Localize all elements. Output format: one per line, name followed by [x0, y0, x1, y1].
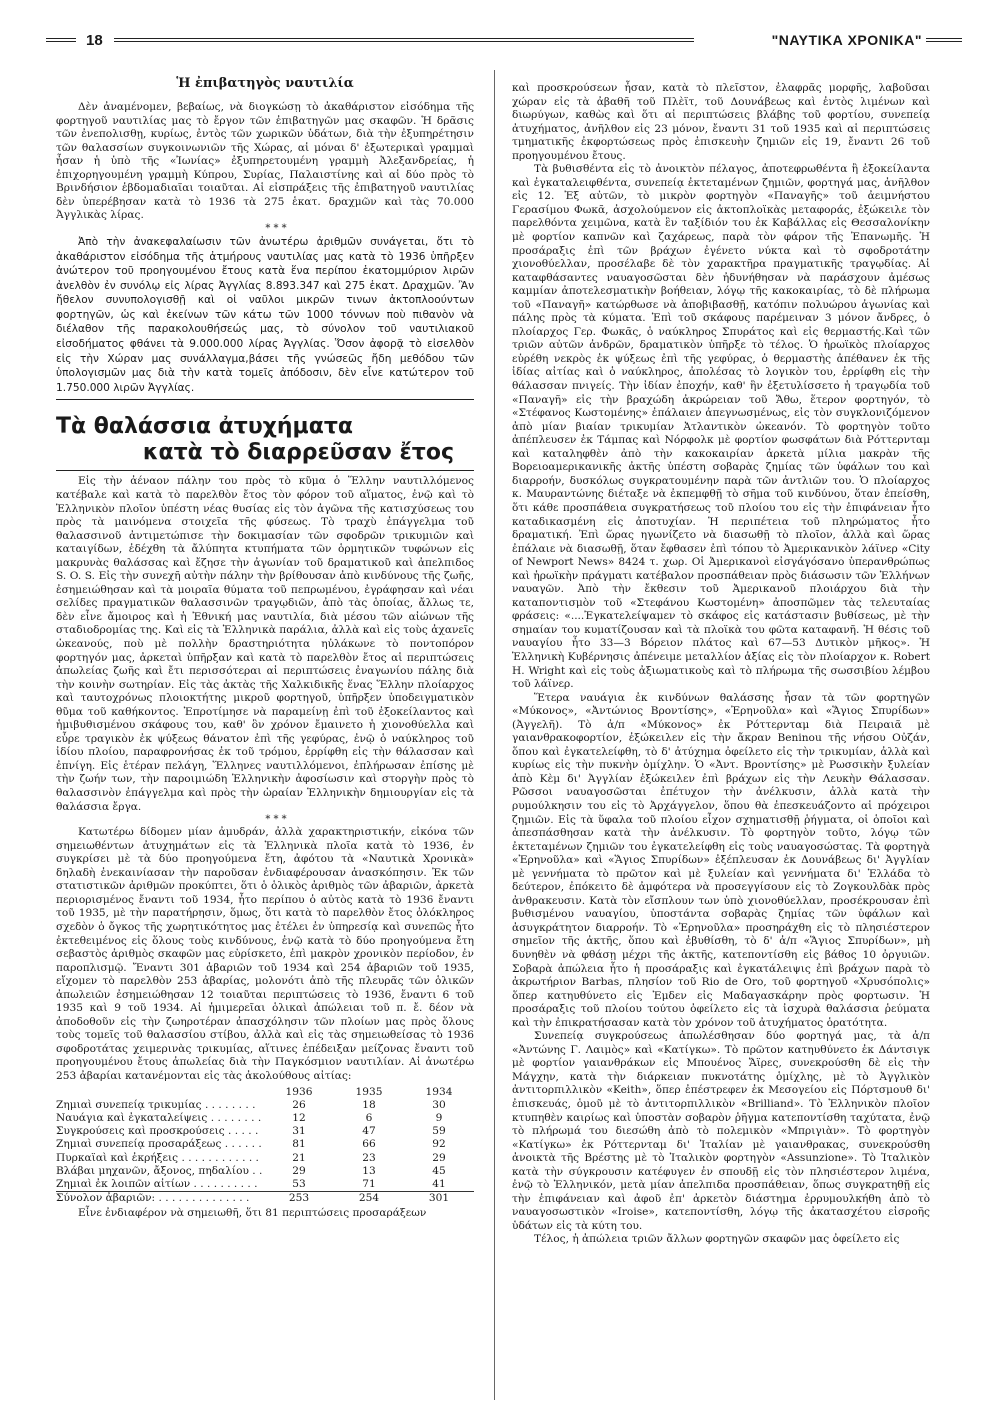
cell-1934: 59 — [432, 1125, 446, 1138]
table-header-row — [56, 1086, 474, 1099]
header-rule-right — [926, 38, 962, 42]
publication-title: "ΝΑΥΤΙΚΑ ΧΡΟΝΙΚΑ" — [771, 32, 922, 48]
total-1935: 254 — [334, 1192, 404, 1206]
cell-1936: 53 — [292, 1177, 306, 1190]
row-label: Ζημιαὶ συνεπείᾳ τρικυμίας . . . . . . . . — [56, 1098, 256, 1111]
right-column — [512, 82, 930, 1247]
cell-1934: 29 — [432, 1151, 446, 1164]
cell-1936: 12 — [292, 1111, 306, 1124]
page-header — [46, 32, 962, 52]
continuation-paragraph: καὶ προσκρούσεων ἦσαν, κατὰ τὸ πλεῖστον, ἐλαφρᾶς μορφῆς, λαβοῦσαι χώραν εἰς τὰ ἀβαθῆ τοῦ Πλὲϊτ, τοῦ Δουνάβεως καὶ ἐντὸς λιμένων καὶ διωρύγων, καθὼς καὶ ὅτι αἱ περιπτώσεις βλάβης τοῦ φορτίου, συνεπείᾳ ἀτυχήματος, ἀνῆλθον εἰς 23 μόνον, ἔναντι 31 τοῦ 1935 καὶ αἱ περιπτώσεις τμηματικῆς ἐκφορτώσεως πρὸς ἐπισκευὴν ζημιῶν εἰς 19, ἔναντι 26 τοῦ προηγουμένου ἔτους. — [512, 82, 930, 162]
header-rule-left — [46, 38, 76, 42]
cell-1936: 31 — [292, 1125, 306, 1138]
cell-1934: 30 — [432, 1098, 446, 1111]
year-header: 1934 — [425, 1085, 453, 1098]
table-row — [56, 1125, 474, 1138]
page-number: 18 — [86, 32, 103, 49]
year-header: 1936 — [285, 1085, 313, 1098]
other-wrecks-paragraph: Ἕτερα ναυάγια ἐκ κινδύνων θαλάσσης ἦσαν τὰ τῶν φορτηγῶν «Μύκονος», «Ἀντώνιος Βροντίσης», «Ἐρηνοῦλα» καὶ «Ἅγιος Σπυρίδων» (Ἀγγελῆ). Τὸ ἀ/π «Μύκονος» ἐκ Ρόττερνταμ διὰ Πειραιᾶ μὲ γαιανθρακοφορτίον, ἐξώκειλεν εἰς τὴν ἄκραν Beninou τῆς νήσου Οὐζάν, ὅπου καὶ ἐγκατελείφθη, τὸ δ' ἀτύχημα ὀφείλετο εἰς τὴν τρικυμίαν, ἀλλὰ καὶ κυρίως εἰς τὴν πυκνὴν ὁμίχλην. Ὁ «Ἀντ. Βροντίσης» μὲ Ρωσσικὴν ξυλείαν ἀπὸ Κὲμ δι' Ἀγγλίαν ἐξώκειλεν ἐπὶ βράχων εἰς τὴν Λευκὴν Θάλασσαν. Ρῶσσοι ναυαγοσῶσται ἐπέτυχον τὴν ἀνέλκυσιν, ἀλλὰ κατὰ τὴν ρυμούλκησιν του εἰς τὸ Ἀρχάγγελον, ὅπου θὰ ἐπεσκευάζοντο αἱ πρόχειροι ζημιῶν. Εἰς τὰ ὕφαλα τοῦ πλοίου εἶχον σχηματισθῇ ῥήγματα, οἱ ὁποῖοι καὶ ἀπεσπάσθησαν κατὰ τὴν ἀνέλκυσιν. Τὸ φορτηγὸν τοῦτο, λόγῳ τῶν ἐκτεταμένων ζημιῶν του ἐγκατελείφθη εἰς τοὺς ναυαγοσώστας. Τὰ φορτηγὰ «Ἐρηνοῦλα» καὶ «Ἅγιος Σπυρίδων» ἐξέπλευσαν ἐκ Δουνάβεως δι' Ἀγγλίαν μὲ γεννήματα τὸ πρῶτον καὶ μὲ ξυλείαν καὶ γεννήματα δι' Ἑλλάδα τὸ δεύτερον, ἐπόκειτο δὲ ἀμφότερα νὰ προσεγγίσουν εἰς τὸ Ζογκουλδὰκ πρὸς ἀνθρακευσιν. Κατὰ τὸν εἴσπλουν των ὑπὸ χιονοθύελλαν, προσέκρουσαν ἐπὶ βυθισμένου ναυαγίου, ὑποστάντα σοβαρὰς ζημίας τῶν ὑφάλων καὶ ἀσυγκράτητον διαρροήν. Τὸ «Ἐρηνοῦλα» προσηράχθη εἰς τὸ πλησιέστερον σημεῖον τῆς ἀκτῆς, ὅπου καὶ ἐβυθίσθη, τὸ δ' ἀ/π «Ἅγιος Σπυρίδων», μὴ δυνηθὲν νὰ φθάσῃ μέχρι τῆς ἀκτῆς, κατεποντίσθη εἰς βάθος 10 ὀργυιῶν. Σοβαρὰ ἀπώλεια ἦτο ἡ προσάραξις καὶ ἐγκατάλειψις ἐπὶ βράχων παρὰ τὸ ἀκρωτήριον Barbas, πλησίον τοῦ Rio de Oro, τοῦ φορτηγοῦ «Χρυσόπολις» ὅπερ κατηυθύνετο εἰς Ἐμδεν εἰς Μαδαγασκάρην πρὸς φορτωσιν. Ἡ προσάραξις τοῦ πλοίου τούτου ὀφείλετο εἰς τὰ ἰσχυρὰ θαλάσσια ῥεύματα καὶ τὴν ἐπικρατήσασαν κατὰ τὸν χρόνον τοῦ ἀτυχήματος ὁρατότητα. — [512, 691, 930, 1029]
cell-1935: 71 — [362, 1177, 376, 1190]
cell-1936: 21 — [292, 1151, 306, 1164]
table-row — [56, 1112, 474, 1125]
total-1934: 301 — [404, 1192, 474, 1206]
section-title-maritime-accidents — [56, 414, 474, 466]
cell-1934: 41 — [432, 1177, 446, 1190]
passenger-shipping-paragraph: Δὲν ἀναμένομεν, βεβαίως, νὰ διογκώσῃ τὸ ἀκαθάριστον εἰσόδημα τῆς φορτηγοῦ ναυτιλίας μας τὸ ἔργον τῶν ἐπιβατηγῶν μας σκαφῶν. Ἡ δρᾶσις τῶν ἐνεπολισθῃ, κυρίως, ἐντὸς τῶν χωρικῶν ὑδάτων, διὰ τὴν ἐξυπηρέτησιν τῶν θαλασσίων συγκοινωνιῶν τῆς Χώρας, αἱ μόναι δ' ἐξωτερικαὶ γραμμαὶ ἦσαν ἡ ὑπὸ τῆς «Ἰωνίας» ἐξυπηρετουμένη γραμμὴ Ἀλεξανδρείας, ἡ ἐπιχορηγουμένη γραμμὴ Κύπρου, Συρίας, Παλαιστίνης καὶ αἱ δύο πρὸς τὸ Βρινδήσιον ἑβδομαδιαῖαι τοιαῦται. Αἱ εἰσπράξεις τῆς ἐπιβατηγοῦ ναυτιλίας δὲν ὑπερέβησαν κατὰ τὸ 1936 τὰ 275 ἑκατ. δραχμῶν καὶ τὰς 70.000 Ἀγγλικὰς λίρας. — [56, 101, 474, 222]
table-row — [56, 1152, 474, 1165]
section-divider — [56, 470, 474, 471]
cell-1935: 23 — [362, 1151, 376, 1164]
cell-1935: 18 — [362, 1098, 376, 1111]
cell-1935: 66 — [362, 1138, 376, 1151]
cell-1935: 6 — [365, 1111, 373, 1124]
table-row — [56, 1165, 474, 1178]
column-divider — [494, 70, 495, 1400]
collisions-paragraph: Συνεπείᾳ συγκρούσεως ἀπωλέσθησαν δύο φορτηγά μας, τὰ ἀ/π «Ἀντώνης Γ. Λαιμὸς» καὶ «Κατίγκω». Τὸ πρῶτον κατηυθύνετο ἐκ Δάντσιγκ μὲ φορτίον γαιανθράκων εἰς Μπουένος Ἄϊρες, συνεκρούσθη δὲ εἰς τὴν Μάγχην, κατὰ τὴν διάρκειαν πυκνοτάτης ὁμίχλης, μὲ τὸ Ἀγγλικὸν ἀντιτορπιλλικὸν «Keith», ὅπερ ἐπέστρεφεν ἐκ Μεσογείου εἰς Πόρτσμουθ δι' ἐπισκευάς, ὁμοῦ μὲ τὸ ἀντιτορπιλλικὸν «Brilliand». Τὸ Ἑλληνικὸν πλοῖον κτυπηθὲν καιρίως καὶ ὑποστὰν σοβαρὸν ῥῆγμα κατεποντίσθη ταχύτατα, ἐνῷ τὸ πλήρωμά του διεσώθη ἀπὸ τὸ πολεμικὸν «Μπριγιὰν». Τὸ φορτηγὸν «Κατίγκω» ἐκ Ρόττερνταμ δι' Ἰταλίαν μὲ γαιανθρακας, συνεκρούσθη ἀνοικτὰ τῆς Βρέστης μὲ τὸ Ἰταλικὸν φορτηγὸν «Assunzione». Τὸ Ἰταλικὸν κατὰ τὴν σύγκρουσιν κατέφυγεν ἐν σπουδῇ εἰς τὸν πλησιέστερον λιμένα, ἐνῷ τὸ Ἑλληνικόν, μετὰ μίαν ἀπελπιδα προσπάθειαν, ὅπως συγκρατηθῇ εἰς τὴν ἐπιφάνειαν καὶ ἀφοῦ ἐπ' ἀρκετὸν διάστημα ἐρρυμουλκήθη ἀπὸ τὸ ναυαγοσωστικὸν «Iroise», κατεποντίσθη, λόγῳ τῆς ἀκατασχέτου εἰσροῆς ὑδάτων εἰς τὰ κύτη του. — [512, 1030, 930, 1232]
cell-1936: 26 — [292, 1098, 306, 1111]
cell-1934: 45 — [432, 1164, 446, 1177]
cell-1936: 81 — [292, 1138, 306, 1151]
row-label: Συγκρούσεις καὶ προσκρούσεις . . . . . — [56, 1125, 259, 1138]
section-title-passenger-shipping: Ἡ ἐπιβατηγὸς ναυτιλία — [176, 76, 354, 91]
section-separator: * * * — [265, 814, 287, 826]
section-separator: * * * — [265, 222, 287, 234]
table-row — [56, 1138, 474, 1151]
accidents-intro-paragraph: Εἰς τὴν ἀέναον πάλην του πρὸς τὸ κῦμα ὁ Ἕλλην ναυτιλλόμενος κατέβαλε καὶ κατὰ τὸ παρελθὸν ἔτος τὸν φόρον τοῦ αἵματος, ἐνῷ καὶ τὸ Ἑλληνικὸν πλοῖον ὑπέστη νέας θυσίας εἰς τὸν ἀγῶνα τῆς κατισχύσεως του πρὸς τὰ μαινόμενα στοιχεῖα τῆς φύσεως. Τὸ τραχὺ ἐπάγγελμα τοῦ θαλασσινοῦ ἀντιμετώπισε τὴν δοκιμασίαν τῶν σφοδρῶν τρικυμιῶν καὶ καταιγίδων, ἐδέχθη τὰ ἄλύπητα κτυπήματα τῶν ὁρμητικῶν τυφώνων εἰς μακρυνὰς θαλάσσας καὶ ἔζησε τὴν ἀγωνίαν τοῦ δραματικοῦ καὶ ἀπελπιδος S. O. S. Εἰς τὴν συνεχῆ αὐτὴν πάλην τὴν βρίθουσαν ἀπὸ κινδύνους τῆς ζωῆς, ἐσημειώθησαν καὶ τὰ μοιραῖα θύματα τοῦ πεπρωμένου, ἐγράφησαν καὶ νέαι σελίδες πραγματικῶν θαλασσινῶν τραγῳδιῶν, ἀπὸ τὰς ὁποίας, ἄλλως τε, δὲν εἶνε ἄμοιρος καὶ ἡ Ἐθνική μας ναυτιλία, διὰ μέσου τῶν αἰώνων τῆς σταδιοδρομίας της. Καὶ εἰς τὰ Ἑλληνικὰ παράλια, ἀλλὰ καὶ εἰς τοὺς ἀχανεῖς ὠκεανούς, ποὺ μὲ πολλὴν δραστηριότητα ηὐλάκωνε τὸ ποντοπόρον φορτηγόν μας, ἀρκεταὶ ὑπῆρξαν καὶ κατὰ τὸ παρελθὸν ἔτος αἱ περιπτώσεις ἀπωλείας ζωῆς καὶ ἔτι περισσότεραι αἱ περιπτώσεις ἐναγωνίου πάλης διὰ τὴν κοινὴν σωτηρίαν. Εἰς τὰς ἀκτὰς τῆς Χαλκιδικῆς ἕνας Ἕλλην πλοίαρχος καὶ ταυτοχρόνως πλοιοκτήτης μικροῦ φορτηγοῦ, ὑπῆρξεν ὑποδειγματικὸν θῦμα τοῦ καθήκοντος. Ἐπροτίμησε νὰ παραμείνῃ ἐπὶ τοῦ ἐξοκείλαντος καὶ ἡμιβυθισμένου σκάφους του, καθ' ὃν χρόνον ἔμαινετο ἡ χιονοθύελλα καὶ εὗρε τραγικὸν ἐκ ψύξεως θάνατον ἐπὶ τῆς γεφύρας, ἐνῷ ὁ ναύκληρος τοῦ ἰδίου πλοίου, παραφρονήσας ἐκ τοῦ τρόμου, ἐρρίφθη εἰς τὴν θάλασσαν καὶ ἐπνίγη. Εἰς ἑτέραν πελάγη, Ἕλληνες ναυτιλλόμενοι, ἐπλήρωσαν ἐπίσης μὲ τὴν ζωήν των, τὴν παροιμιώδη Ἑλληνικὴν ἀφοσίωσιν καὶ στοργὴν πρὸς τὸ θαλασσινὸν ἐπάγγελμα καὶ πρὸς τὴν ὡραίαν Ἑλληνικὴν δημιουργίαν εἰς τὰ θαλάσσια ἔργα. — [56, 475, 474, 813]
title-line-1: Τὰ θαλάσσια ἀτυχήματα — [56, 414, 353, 440]
row-label: Βλάβαι μηχανῶν, ἄξονος, πηδαλίου . . — [56, 1164, 263, 1177]
accidents-statistics-paragraph: Κατωτέρω δίδομεν μίαν ἀμυδράν, ἀλλὰ χαρακτηριστικήν, εἰκόνα τῶν σημειωθέντων ἀτυχημάτων εἰς τὰ Ἑλληνικὰ πλοῖα κατὰ τὸ 1936, ἐν συγκρίσει μὲ τὰ δύο προηγούμενα ἔτη, ἀφότου τὰ «Ναυτικὰ Χρονικὰ» δηλαδὴ ἐνεκαινίασαν τὴν παροῦσαν ἐνδιαφέρουσαν ἀνασκόπησιν. Ἐκ τῶν στατιστικῶν ἀριθμῶν προκύπτει, ὅτι ὁ ὁλικὸς ἀριθμὸς τῶν ἀβαριῶν, ἀρκετὰ περιορισμένος ἔναντι τοῦ 1934, ἦτο περίπου ὁ αὐτὸς κατὰ τὸ 1936 ἔναντι τοῦ 1935, μὲ τὴν παρατήρησιν, ὅμως, ὅτι κατὰ τὸ παρελθὸν ἔτος ὁλόκληρος σχεδὸν ὁ ὄγκος τῆς χωρητικότητος μας ἐτέλει ἐν ὑπηρεσίᾳ καὶ συνεπῶς ἦτο ἐκτεθειμένος εἰς ὅλους τοὺς κινδύνους, ἐνῷ κατὰ τὸ δύο προηγούμενα ἔτη σεβαστὸς ἀριθμὸς σκαφῶν μας εὑρίσκετο, ἐπὶ μακρὸν χρονικὸν περίοδον, ἐν παροπλισμῷ. Ἔναντι 301 ἀβαριῶν τοῦ 1934 καὶ 254 ἀβαριῶν τοῦ 1935, εἴχομεν τὸ παρελθὸν 253 ἀβαρίας, μολονότι ἀπὸ τῆς πλευρᾶς τῶν ὁλικῶν ἀπωλειῶν ἐσημειώθησαν 12 τοιαῦται περιπτώσεις τὸ 1936, ἔναντι 6 τοῦ 1935 καὶ 9 τοῦ 1934. Αἱ ἡμιμερεῖαι ὁλικαὶ ἀπώλειαι τοῦ π. ἔ. δέον νὰ ἀποδοθοῦν εἰς τὴν ζωηροτέραν ἀπασχόλησιν τῶν πλοίων μας πρὸς ὅλους τοὺς τομεῖς τοῦ θαλασσίου στίβου, ἀλλὰ καὶ εἰς τὰς σημειωθείσας τὸ 1936 σφοδροτάτας χειμερινὰς τρικυμίας, αἵτινες ἐπέδειξαν μείζονας ἔναντι τοῦ προηγουμένου ἔτους ἀπωλείας διὰ τὴν Παγκόσμιον ναυτιλίαν. Αἱ ἀνωτέρω 253 ἀβαρίαι κατανέμονται εἰς τὰς ἀκολούθους αἰτίας: — [56, 826, 474, 1082]
total-label: Σύνολον ἀβαριῶν: . . . . . . . . . . . . . . — [56, 1192, 264, 1206]
closing-paragraph-left: Εἶνε ἐνδιαφέρον νὰ σημειωθῆ, ὅτι 81 περιπτώσεις προσαράξεων — [78, 1207, 427, 1220]
header-rule-middle — [114, 38, 694, 42]
table-row — [56, 1178, 474, 1192]
total-1936: 253 — [264, 1192, 334, 1206]
cell-1934: 92 — [432, 1138, 446, 1151]
accidents-table — [56, 1086, 474, 1206]
final-paragraph: Τέλος, ἡ ἀπώλεια τριῶν ἄλλων φορτηγῶν σκαφῶν μας ὀφείλετο εἰς — [534, 1233, 900, 1246]
year-header: 1935 — [355, 1085, 383, 1098]
table-total-row — [56, 1192, 474, 1206]
cell-1935: 47 — [362, 1125, 376, 1138]
cell-1936: 29 — [292, 1164, 306, 1177]
row-label: Πυρκαϊαὶ καὶ ἐκρήξεις . . . . . . . . . . . . — [56, 1151, 259, 1164]
row-label: Ζημιαὶ συνεπείᾳ προσαράξεως . . . . . . — [56, 1138, 262, 1151]
income-summary-paragraph: Ἀπὸ τὴν ἀνακεφαλαίωσιν τῶν ἀνωτέρω ἀριθμῶν συνάγεται, ὅτι τὸ ἀκαθάριστον εἰσόδημα τῆς ἀτμήρους ναυτιλίας μας κατὰ τὸ 1936 ὑπῆρξεν ἀνώτερον τοῦ προηγουμένου ἔτους κατὰ ἕνα περίπου ἑκατομμύριον λιρῶν ἀνελθὸν ἐν συνόλῳ εἰς λίρας Ἀγγλίας 8.893.347 καὶ 275 ἑκατ. Δραχμῶν. Ἂν ἤθελον συνυπολογισθῇ καὶ οἱ ναῦλοι μικρῶν τινων ἀκτοπλοούντων φορτηγῶν, ὡς καὶ ἐκείνων τῶν κάτω τῶν 1000 τόννων ποὺ πιθανὸν νὰ διέλαθον τῆς παρακολουθήσεώς μας, τὸ σύνολον τοῦ ναυτιλιακοῦ εἰσοδήματος φθάνει τὰ 9.000.000 λίρας Ἀγγλίας. Ὅσον ἀφορᾷ τὸ εἰσελθὸν εἰς τὴν Χώραν μας συνάλλαγμα,βάσει τῆς γνώσεῶς ἤδη μεθόδου τῶν ὑπολογισμῶν μας διὰ τὴν κατὰ τομεῖς ἀπόδοσιν, δὲν εἶνε κατώτερον τοῦ 1.750.000 λιρῶν Ἀγγλίας. — [56, 235, 474, 394]
row-label: Ζημιαὶ ἐκ λοιπῶν αἰτίων . . . . . . . . . . — [56, 1177, 258, 1190]
left-column — [56, 70, 474, 1221]
section-divider — [56, 399, 474, 400]
sunk-ships-paragraph: Τὰ βυθισθέντα εἰς τὸ ἀνοικτὸν πέλαγος, ἀποτεφρωθέντα ἢ ἐξοκείλαντα καὶ ἐγκαταλειφθέντα, συνεπείᾳ ἐκτεταμένων ζημιῶν, φορτηγά μας, ἀνῆλθον εἰς 12. Ἐξ αὐτῶν, τὸ μικρὸν φορτηγὸν «Παναγῆς» τοῦ ἀειμνήστου Γερασίμου Φωκᾶ, ἀσχολούμενον εἰς ἀκτοπλοϊκὰς μεταφοράς, ἐξώκειλε τὸν παρελθόντα χειμῶνα, κατὰ ἓν ταξίδιόν του ἐκ Καβάλλας εἰς Θεσσαλονίκην μὲ φορτίον καπνῶν καὶ ζαχάρεως, παρὰ τὸν φάρον τῆς Ἐπανωμῆς. Ἡ προσάραξις ἐπὶ τῶν βράχων ἐγένετο νύκτα καὶ τὸ σφοδροτάτην χιονοθύελλαν, προσέλαβε δὲ τὸν χαρακτῆρα πραγματικῆς τραγῳδίας. Αἱ καταφθάσαντες ναυαγοσῶσται δὲν ἠδυνήθησαν νὰ παράσχουν ἀμέσως καμμίαν ἀποτελεσματικὴν βοήθειαν, λόγῳ τῆς κακοκαιρίας, τὸ δὲ πλήρωμα τοῦ «Παναγῆ» κατώρθωσε νὰ ἀποβιβασθῇ, κατόπιν πολυώρου ἀγωνίας καὶ πάλης πρὸς τὰ κύματα. Ἐπὶ τοῦ σκάφους παρέμειναν 3 μόνον ἄνδρες, ὁ πλοίαρχος Γερ. Φωκᾶς, ὁ ναύκληρος Σπυράτος καὶ εἰς θερμαστής.Καὶ τῶν τριῶν αὐτῶν ἀνδρῶν, δραματικὸν ὑπῆρξε τὸ τέλος. Ὁ ἡρωϊκὸς πλοίαρχος εὑρέθη νεκρὸς ἐκ ψύξεως ἐπὶ τῆς γεφύρας, ὁ θερμαστὴς ἀπέθανεν ἐκ τῆς ἰδίας αἰτίας καὶ ὁ ναύκληρος, ἀπολέσας τὸ λογικὸν του, ἐρρίφθη εἰς τὴν θάλασσαν πνιγείς. Τὴν ἰδίαν ἐποχήν, καθ' ἣν ἐξετυλίσσετο ἡ τραγῳδία τοῦ «Παναγῆ» εἰς τὴν βραχώδη ἀκρώρειαν τοῦ Ἄθω, ἕτερον φορτηγόν, τὸ «Στέφανος Κωστομένης» ἐπάλαιεν ἀπεγνωσμένως, εἰς τὸν συγκλονιζόμενον ἀπὸ μίαν βιαίαν τρικυμίαν Ἀτλαντικὸν ὠκεανόν. Τὸ φορτηγὸν τοῦτο ἀπέπλευσεν ἐκ Τάμπας καὶ Νόρφολκ μὲ φορτίον φωσφάτων διὰ Ρόττερνταμ καὶ καταληφθὲν ἀπὸ τὴν κακοκαιρίαν ἀρκετὰ μίλια μακρὰν τῆς Βορειοαμερικανικῆς ἀκτῆς ὑπέστη σοβαρὰς ζημίας τῶν ὑφάλων του καὶ διαρροήν, δυσκόλως συγκρατουμένην παρὰ τῶν ἀντλιῶν του. Ὁ πλοίαρχος κ. Μαυραντώνης διέταξε νὰ ἐκπεμφθῇ τὸ σῆμα τοῦ κινδύνου, ὅταν ἐπείσθη, ὅτι κάθε προσπάθεια συγκρατήσεως τοῦ πλοίου του εἰς τὴν ἐπιφάνειαν ἦτο καταδικασμένη εἰς ἀποτυχίαν. Ἡ περιπέτεια τοῦ πληρώματος ἦτο δραματική. Ἐπὶ ὥρας ηγωνίζετο νὰ διασωθῇ τὸ πλοῖον, ἀλλὰ καὶ ὥρας ἐπάλαιε νὰ διασωθῇ, ὅταν ἔφθασεν ἐπὶ τόπου τὸ Ἀμερικανικὸν λάϊνερ «City of Newport News» 8424 τ. χωρ. Οἱ Ἀμερικανοὶ εἰσγάγόσανο ὑπερανθρώπως καὶ ἡρωϊκὴν πράγματι κατέβαλον προσπάθειαν πρὸς διάσωσιν τῶν Ἑλλήνων ναυαγῶν. Ἀπὸ τὴν ἔκθεσιν τοῦ Ἀμερικανοῦ πλοιάρχου διὰ τὴν καταποντισμὸν τοῦ «Στεφάνου Κωστομένη» ἀποσπῶμεν τὰς τελευταίας φράσεις: «....Ἐγκατελείψαμεν τὸ σκάφος εἰς κατάστασιν βυθίσεως, μὲ τὴν σημαίαν του κυματίζουσαν καὶ τὰ πλοϊκὰ του φῶτα καταφανῆ. Ἡ θέσις τοῦ ναυαγίου ἦτο 33—3 Βόρειον πλάτος καὶ 67—53 Δυτικὸν μῆκος». Ἡ Ἑλληνικὴ Κυβέρνησις ἀπένειμε μεταλλίον ἀξίας εἰς τὸν πλοίαρχον κ. Robert H. Wright καὶ εἰς τοὺς ἀξιωματικοὺς καὶ τὸ πλήρωμα τῆς σωσσιβίου λέμβου τοῦ λάϊνερ. — [512, 163, 930, 691]
cell-1934: 9 — [435, 1111, 443, 1124]
row-label: Ναυάγια καὶ ἐγκαταλείψεις . . . . . . . . — [56, 1111, 262, 1124]
cell-1935: 13 — [362, 1164, 376, 1177]
table-row — [56, 1099, 474, 1112]
title-line-2: κατὰ τὸ διαρρεῦσαν ἔτος — [142, 440, 454, 466]
